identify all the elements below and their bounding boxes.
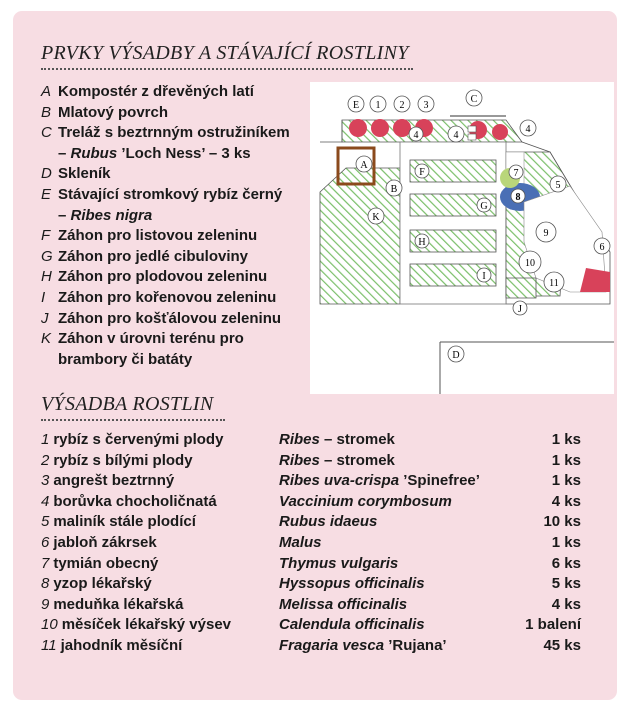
plant-row: [41, 451, 581, 472]
legend-row-e-detail: – Ribes nigra: [58, 206, 153, 224]
svg-text:I: I: [482, 271, 486, 282]
svg-text:D: D: [452, 350, 460, 361]
legend-row-c-detail: – Rubus ’Loch Ness’ – 3 ks: [58, 144, 251, 162]
svg-text:C: C: [470, 94, 478, 105]
svg-text:E: E: [352, 100, 360, 111]
legend-row-f: F Záhon pro listovou zeleninu: [41, 227, 258, 245]
plant-quantity: 1 ks: [551, 451, 581, 469]
plant-row: [41, 430, 581, 451]
svg-text:11: 11: [549, 278, 559, 289]
plants-heading-divider: [41, 419, 225, 421]
svg-text:5: 5: [555, 180, 561, 191]
plant-list: [41, 430, 581, 657]
svg-text:F: F: [419, 167, 425, 178]
plant-czech-name: 7 tymián obecný: [41, 554, 159, 572]
plant-latin-name: Fragaria vesca ’Rujana’: [279, 636, 447, 654]
legend-row-k-detail: brambory či batáty: [58, 350, 193, 368]
shrub-red: [371, 119, 389, 137]
svg-text:2: 2: [399, 100, 405, 111]
legend-row-c: C Treláž s beztrnným ostružiníkem: [41, 124, 290, 142]
plant-latin-name: Ribes – stromek: [279, 451, 395, 469]
svg-text:K: K: [372, 212, 380, 223]
plant-quantity: 4 ks: [551, 595, 581, 613]
svg-text:6: 6: [599, 242, 605, 253]
plant-czech-name: 6 jabloň zákrsek: [41, 533, 157, 551]
plant-latin-name: Vaccinium corymbosum: [279, 492, 452, 510]
plant-quantity: 1 ks: [551, 472, 581, 490]
plant-czech-name: 3 angrešt beztrnný: [41, 472, 175, 490]
section-heading-elements: PRVKY VÝSADBY A STÁVAJÍCÍ ROSTLINY: [41, 42, 409, 64]
plant-latin-name: Ribes uva-crispa ’Spinefree’: [279, 472, 480, 490]
section-heading-plants: VÝSADBA ROSTLIN: [41, 393, 214, 415]
legend-row-a: A Kompostér z dřevěných latí: [41, 83, 254, 100]
element-legend: [41, 82, 311, 370]
svg-text:J: J: [518, 304, 522, 315]
heading-divider: [41, 68, 413, 70]
shrub-red: [492, 124, 508, 140]
plant-quantity: 10 ks: [543, 513, 581, 531]
plant-quantity: 45 ks: [543, 636, 581, 654]
plant-row: [41, 533, 581, 554]
plant-row: [41, 471, 581, 492]
plant-row: [41, 512, 581, 533]
legend-row-e: E Stávající stromkový rybíz černý: [41, 185, 283, 203]
plant-czech-name: 5 maliník stále plodící: [41, 513, 196, 531]
shrub-red: [349, 119, 367, 137]
plant-czech-name: 11 jahodník měsíční: [41, 636, 183, 654]
plant-quantity: 6 ks: [551, 554, 581, 572]
box: [468, 126, 476, 132]
plant-latin-name: Rubus idaeus: [279, 513, 378, 531]
plant-latin-name: Calendula officinalis: [279, 616, 425, 634]
svg-text:10: 10: [525, 258, 535, 269]
legend-row-b: B Mlatový povrch: [41, 103, 169, 121]
plant-latin-name: Melissa officinalis: [279, 595, 408, 613]
greenhouse-d: [440, 342, 614, 394]
plant-quantity: 1 ks: [551, 533, 581, 551]
svg-text:A: A: [360, 160, 368, 171]
plant-row: [41, 492, 581, 513]
plant-latin-name: Thymus vulgaris: [279, 554, 399, 572]
plant-latin-name: Ribes – stromek: [279, 431, 395, 448]
plant-row: [41, 636, 581, 657]
plant-czech-name: 9 meduňka lékařská: [41, 595, 184, 613]
legend-row-h: H Záhon pro plodovou zeleninu: [41, 268, 268, 286]
plant-latin-name: Malus: [279, 533, 322, 551]
svg-text:H: H: [418, 237, 426, 248]
legend-row-k: K Záhon v úrovni terénu pro: [41, 330, 244, 348]
svg-text:4: 4: [453, 130, 459, 141]
svg-text:G: G: [480, 201, 488, 212]
box: [468, 134, 476, 140]
plant-czech-name: 10 měsíček lékařský výsev: [41, 616, 232, 634]
plant-czech-name: 2 rybíz s bílými plody: [41, 451, 193, 469]
svg-text:1: 1: [375, 100, 381, 111]
plant-quantity: 4 ks: [551, 492, 581, 510]
legend-row-j: J Záhon pro košťálovou zeleninu: [41, 309, 282, 327]
plant-quantity: 1 balení: [525, 616, 581, 634]
plant-quantity: 5 ks: [551, 575, 581, 593]
svg-text:7: 7: [513, 168, 519, 179]
legend-row-g: G Záhon pro jedlé cibuloviny: [41, 247, 249, 265]
plant-latin-name: Hyssopus officinalis: [279, 575, 425, 593]
plant-row: [41, 615, 581, 636]
plant-row: [41, 554, 581, 575]
svg-text:4: 4: [413, 130, 419, 141]
svg-text:3: 3: [423, 100, 429, 111]
legend-row-i: I Záhon pro kořenovou zeleninu: [41, 288, 277, 306]
plant-quantity: 1 ks: [551, 431, 581, 448]
legend-row-d: D Skleník: [41, 165, 111, 183]
bed-j: [506, 278, 536, 298]
svg-text:4: 4: [525, 124, 531, 135]
svg-text:8: 8: [515, 192, 521, 203]
plant-row: [41, 574, 581, 595]
plant-czech-name: 4 borůvka chocholičnatá: [41, 492, 217, 510]
shrub-red: [393, 119, 411, 137]
garden-plan: [310, 82, 614, 394]
plant-row: [41, 595, 581, 616]
plant-czech-name: 1 rybíz s červenými plody: [41, 431, 224, 448]
svg-text:B: B: [390, 184, 398, 195]
plant-czech-name: 8 yzop lékařský: [41, 575, 152, 593]
svg-text:9: 9: [543, 228, 549, 239]
